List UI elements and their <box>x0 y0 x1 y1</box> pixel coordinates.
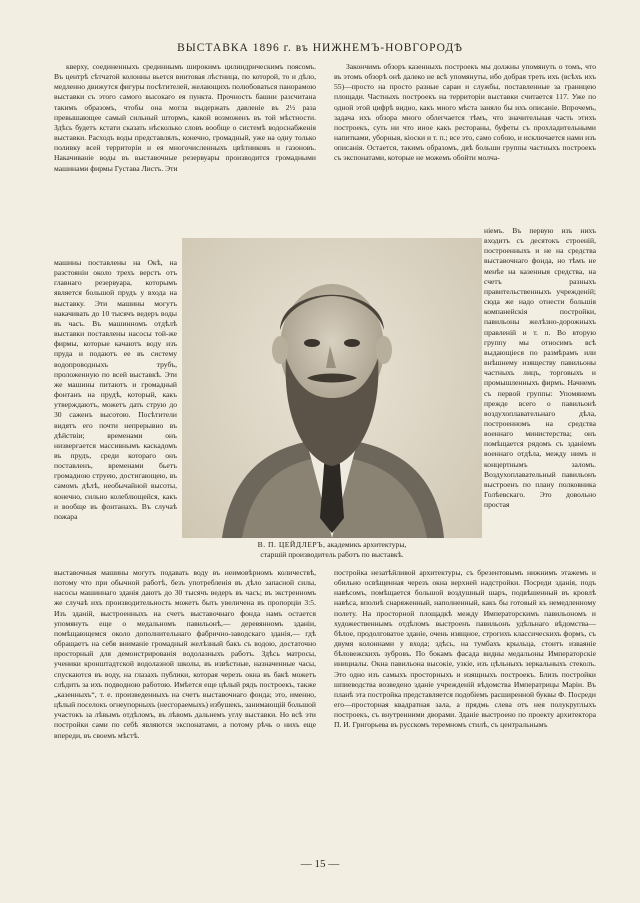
paragraph: постройка незатѣйливой архитектуры, съ брезентовымъ нижнимъ этажемъ и обильно освѣщенная черезъ окна верхней надстройки. Посреди зданія, подъ навѣсомъ, помѣщается большой воздушный шаръ, подвѣшенный въ кровлѣ навѣса, вполнѣ снаряженный, наполненный, какъ бы готовый къ немедленному полету. На просторной площадкѣ между Императорскимъ павильономъ и художественнымъ отдѣломъ выстроенъ павильонъ удѣльнаго вѣдомства—бѣлое, продолговатое зданіе, очень изящное, строгихъ классическихъ формъ, съ двумя колоннами у входа; здѣсь, на тумбахъ крыльца, стоитъ изваяніе бѣловежскихъ зубровъ. По бокамъ фасада видны медальоны Императорскіе инициалы. Окна павильона высокіе, узкіе, изъ цѣльныхъ зеркальныхъ стеколъ. Это одно изъ самыхъ просторныхъ и изящныхъ построекъ. Близъ постройки шпиеводства возведено зданіе учрежденій вѣдомства Императрицы Маріи. Въ планѣ эта постройка представляется подобіемъ расширенной буквы Ф. Посреди его—просторная квадратная зала, а прядмь слева отъ нея полукруглыхъ построекъ, съ внутренними дворами. Зданіе выстроено по проекту архитектора П. И. Григорьева въ русскомъ теремномъ стилѣ, съ центральнымъ <box>334 568 596 730</box>
right-column-bottom-text <box>334 568 596 828</box>
right-column-narrow-text <box>484 226 596 568</box>
paragraph: машины поставлены на Окѣ, на разстояніи около трехъ верстъ отъ главнаго резервуара, которымъ является большой прудъ у входа на выставку. Эти машины могутъ накачивать до 10 тысячъ ведеръ воды въ часъ. Въ машинномъ отдѣлѣ выставки поставлены насосы той-же фирмы, которые качаютъ воду изъ пруда и подаютъ ее въ систему водопроводныхъ трубъ, проложенную по всей выставкѣ. Эти же машины питаютъ и громадный фонтанъ на прудѣ, который, какъ утверждаютъ, можетъ дать струю до 30 саженъ высотою. Посѣтители видятъ его почти непрерывно въ дѣйствіи; временами онъ низвергается массивнымъ каскадомъ въ прудъ, среди котораго онъ поставленъ, временами бьетъ громадною струею, достигающею, въ самомъ дѣлѣ, необычайной высоты, конечно, сильно колеблющейся, какъ и вообще въ фонтанахъ. Въ случаѣ пожара <box>54 258 177 521</box>
right-column-top-text <box>334 62 596 226</box>
portrait-caption <box>182 540 482 560</box>
portrait-photo <box>182 238 482 538</box>
caption-title: академикъ архитектуры, <box>325 540 407 549</box>
running-header: ВЫСТАВКА 1896 г. въ НИЖНЕМЪ-НОВГОРОДѢ <box>177 42 463 54</box>
paragraph: кверху, соединенныхъ срединнымъ широкимъ цилиндрическимъ поясомъ. Въ центрѣ сѣтчатой колонны вьется винтовая лѣстница, по которой, то и дѣло, медленно движутся фигуры посѣтителей, желающихъ полюбоваться панорамою выставки съ этого самого высокаго ея пункта. Прочность башни разсчитана такимъ образомъ, чтобы она могла выдержать давленіе въ 2½ раза превышающее самый сильный штормъ, какой возможенъ въ той мѣстности. Здѣсь будетъ кстати сказать нѣсколько словъ вообще о системѣ водоснабженія выставки. Расходъ воды представлялъ, конечно, громадный, уже на одну только поливку всей территоріи и ея многочисленныхъ цвѣтниковъ и газоновъ. Накачиваніе воды въ выставочные резервуары производится громадными машинами фирмы Густава Листъ. Эти <box>54 62 316 173</box>
left-column-bottom-text <box>54 568 316 828</box>
caption-name: В. П. ЦЕЙДЛЕРЪ, <box>257 540 326 549</box>
page-number: — 15 — <box>300 858 340 870</box>
paragraph: выставочныя машины могутъ подавать воду въ неимовѣрномъ количествѣ, потому что при обычной работѣ, безъ употребленія въ дѣло запасной силы, насосы машиннаго зданія даютъ до 30 тысячъ ведеръ въ часъ; въ экстренномъ же случаѣ ихъ производительность можетъ быть увеличена въ пропорціи 3:5. Изъ зданій, выстроенныхъ на счетъ выставочнаго фонда намъ остается упомянуть еще о медальномъ павильонѣ,— деревянномъ зданіи, помѣщающемся около дополнительнаго фабрично-заводскаго зданія,— гдѣ обращаетъ на себя вниманіе громадный желѣзный бакъ съ водою, достаточно просторный для демонстрированія водолазныхъ работъ. Здѣсь матросы, ученики кронштадтской водолазной школы, въ извѣстные, назначенные часы, спускаются въ воду, на глазахъ публики, которая черезъ окна въ бакѣ можетъ слѣдить за ихъ подводною работою. Имѣется еще цѣлый рядъ построекъ, также „казенныхъ“, т. е. произведенныхъ на счетъ выставочнаго фонда; это, именно, цѣлый поселокъ огнеупорныхъ (несгораемыхъ) избушекъ, занимающій большой участокъ за лѣвымъ отдѣломъ, въ лѣвомъ дальнемъ углу выставки. Но всѣ эти постройки сами по себѣ являются экспонатами, а потому рѣчь о нихъ еще впереди, въ своемъ мѣстѣ. <box>54 568 316 740</box>
paragraph: Закончимъ обзоръ казенныхъ построекъ мы должны упомянуть о томъ, что въ этомъ обзорѣ онѣ далеко не всѣ упомянуты, ибо добрая треть ихъ (всѣхъ ихъ 55)—просто на просто разные сараи и службы, поставленные за границею площади. Частныхъ построекъ на территоріи выставки считается 117. Уже по одной этой цифрѣ видно, какъ много мѣста заняло бы ихъ описаніе. Впрочемъ, задача ихъ обзора много облегчается тѣмъ, что значительная часть этихъ построекъ, суть ни что иное какъ рестораны, буфеты съ прохладительными напитками, уборныя, кіоски и т. п.; все это, само собою, и исключается нами изъ описанія. Остается, такимъ образомъ, двѣ больши группы частныхъ построекъ съ экспонатами, которые не можемъ обойти молча- <box>334 62 596 163</box>
portrait-illustration <box>182 238 482 538</box>
caption-role: старшій производитель работъ по выставкѣ. <box>260 550 404 559</box>
left-column-top-text <box>54 62 316 258</box>
left-column-narrow-text <box>54 258 177 568</box>
paragraph: ніемъ. Въ первую изъ нихъ входитъ съ десятокъ строеній, построенныхъ и не на средства выставочнаго фонда, но тѣмъ не менѣе на казенныя средства, на счетъ разныхъ правительственныхъ учрежденій; сюда же надо отнести большія компанейскія постройки, павильоны желѣзно-дорожныхъ правленій и т. п. Во вторую группу мы относимъ всѣ выдающіеся по размѣрамъ или внѣшнему изяществу павильоны частныхъ лицъ, торговыхъ и промышленныхъ фирмъ. Начнемъ съ первой группы: Упомянемъ прежде всего о павильонѣ воздухоплавательнаго дѣла, построенномъ на средства военнаго министерства; онъ помѣщается рядомъ съ зданіемъ военнаго отдѣла, между нимъ и концертнымъ заломъ. Воздухоплавательный павильонъ выстроенъ по плану полковника Голѣевскаго. Это довольно простая <box>484 226 596 510</box>
